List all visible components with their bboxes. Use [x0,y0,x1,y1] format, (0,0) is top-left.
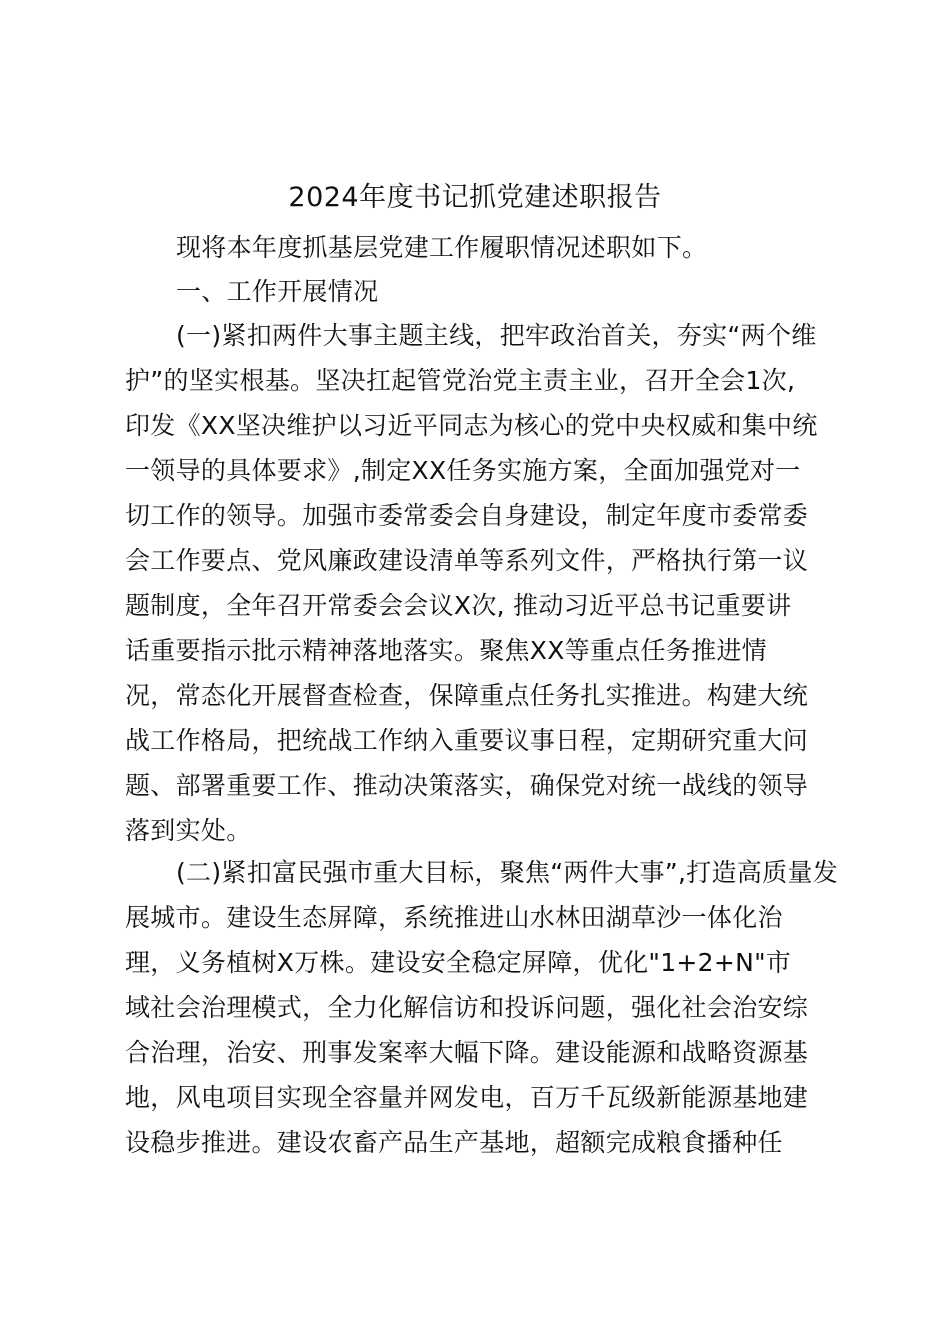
paragraph-line: 况，常态化开展督查检查，保障重点任务扎实推进。构建大统 [125,681,809,710]
paragraph-line: 战工作格局，把统战工作纳入重要议事日程，定期研究重大问 [125,726,809,755]
paragraph-line: 印发《XX坚决维护以习近平同志为核心的党中央权威和集中统 [125,411,818,440]
paragraph-line: (一)紧扣两件大事主题主线，把牢政治首关，夯实“两个维 [176,321,817,350]
paragraph-line: 护”的坚实根基。坚决扛起管党治党主责主业，召开全会1次, [125,366,796,395]
paragraph-line: 合治理，治安、刑事发案率大幅下降。建设能源和战略资源基 [125,1038,809,1067]
paragraph-line: 域社会治理模式，全力化解信访和投诉问题，强化社会治安综 [125,993,809,1022]
paragraph-line: 设稳步推进。建设农畜产品生产基地，超额完成粮食播种任 [125,1128,783,1157]
paragraph-line: (二)紧扣富民强市重大目标，聚焦“两件大事”,打造高质量发 [176,858,839,887]
paragraph-line: 话重要指示批示精神落地落实。聚焦XX等重点任务推进情 [125,636,768,665]
paragraph-line: 一领导的具体要求》,制定XX任务实施方案，全面加强党对一 [125,456,801,485]
section-heading: 一、工作开展情况 [176,277,379,306]
paragraph-line: 题、部署重要工作、推动决策落实，确保党对统一战线的领导 [125,771,809,800]
paragraph-line: 题制度，全年召开常委会会议X次, 推动习近平总书记重要讲 [125,591,792,620]
document-title: 2024年度书记抓党建述职报告 [288,182,662,213]
paragraph-line: 地，风电项目实现全容量并网发电，百万千瓦级新能源基地建 [125,1083,809,1112]
paragraph-line: 落到实处。 [125,816,252,845]
paragraph-line: 会工作要点、党风廉政建设清单等系列文件，严格执行第一议 [125,546,809,575]
paragraph-line: 切工作的领导。加强市委常委会自身建设，制定年度市委常委 [125,501,809,530]
intro-text: 现将本年度抓基层党建工作履职情况述职如下。 [176,233,708,262]
paragraph-line: 理，义务植树X万株。建设安全稳定屏障，优化"1+2+N"市 [125,948,792,977]
paragraph-line: 展城市。建设生态屏障，系统推进山水林田湖草沙一体化治 [125,903,783,932]
